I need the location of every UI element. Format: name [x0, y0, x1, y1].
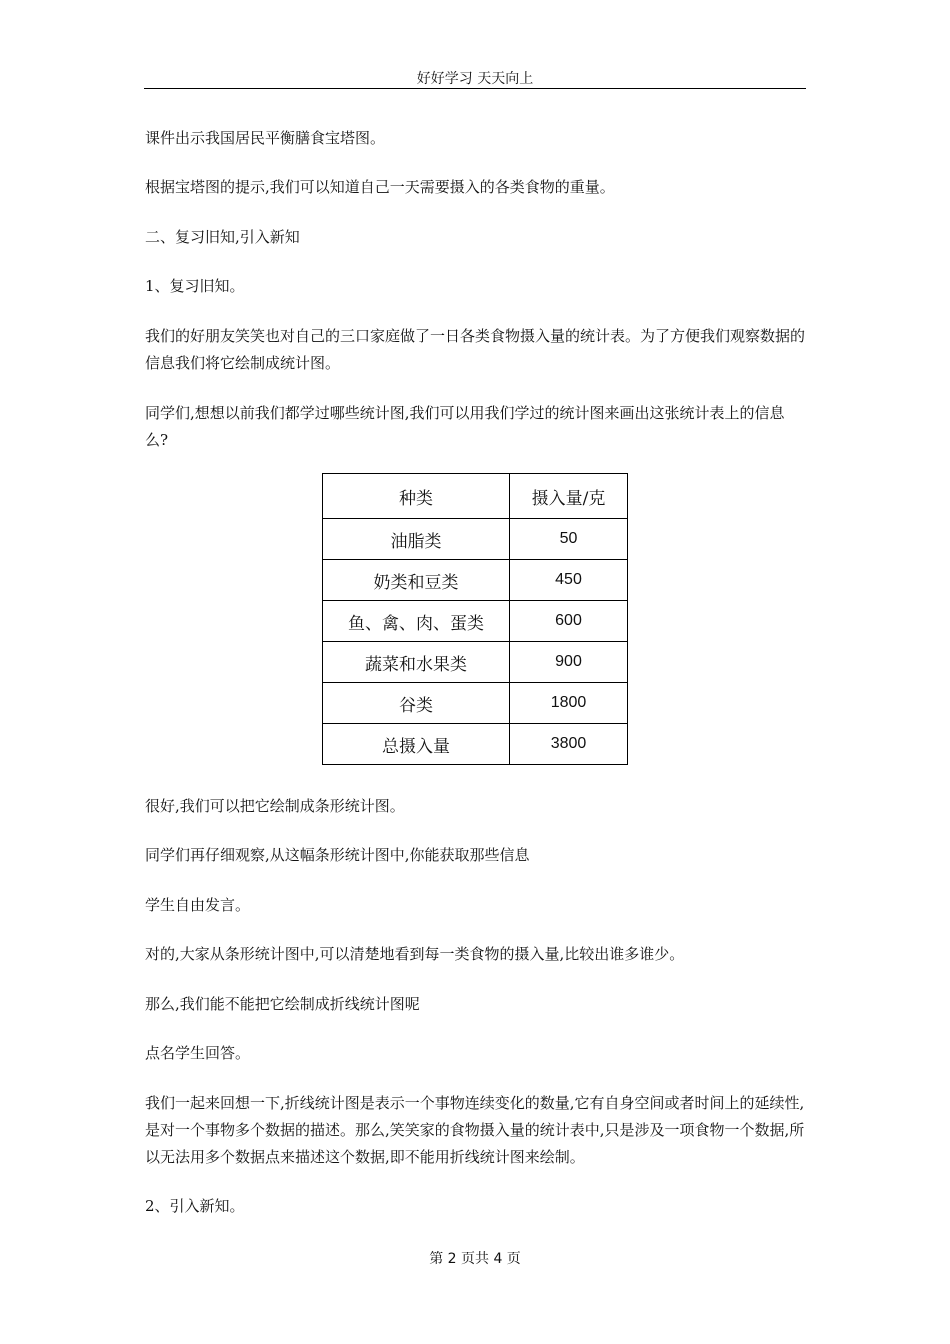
paragraph: 很好,我们可以把它绘制成条形统计图。 [145, 797, 405, 815]
table-cell-amount: 3800 [510, 724, 628, 765]
header-divider [144, 88, 806, 89]
paragraph: 同学们,想想以前我们都学过哪些统计图,我们可以用我们学过的统计图来画出这张统计表上的信息么? [145, 404, 785, 449]
table-row [323, 560, 628, 601]
table-header-row [323, 474, 628, 519]
table-cell-category: 奶类和豆类 [323, 560, 510, 601]
paragraph: 学生自由发言。 [145, 896, 251, 914]
table-row [323, 601, 628, 642]
paragraph: 我们的好朋友笑笑也对自己的三口家庭做了一日各类食物摄入量的统计表。为了方便我们观察数据的信息我们将它绘制成统计图。 [145, 327, 806, 372]
paragraph: 同学们再仔细观察,从这幅条形统计图中,你能获取那些信息 [145, 846, 530, 864]
food-intake-table [322, 473, 628, 765]
sub-heading: 1、复习旧知。 [145, 277, 245, 295]
table-cell-amount: 1800 [510, 683, 628, 724]
paragraph: 点名学生回答。 [145, 1044, 251, 1062]
table-row [323, 642, 628, 683]
paragraph: 课件出示我国居民平衡膳食宝塔图。 [145, 129, 386, 147]
table-cell-amount: 900 [510, 642, 628, 683]
section-heading: 二、复习旧知,引入新知 [145, 228, 300, 246]
paragraph: 对的,大家从条形统计图中,可以清楚地看到每一类食物的摄入量,比较出谁多谁少。 [145, 945, 685, 963]
page-header-title: 好好学习 天天向上 [416, 71, 534, 87]
paragraph: 我们一起来回想一下,折线统计图是表示一个事物连续变化的数量,它有自身空间或者时间上的延续性,是对一个事物多个数据的描述。那么,笑笑家的食物摄入量的统计表中,只是涉及一项食物一个数据,所以无法用多个数据点来描述这个数据,即不能用折线统计图来绘制。 [145, 1094, 805, 1166]
sub-heading: 2、引入新知。 [145, 1197, 245, 1215]
table-cell-category: 鱼、禽、肉、蛋类 [323, 601, 510, 642]
table-cell-category: 谷类 [323, 683, 510, 724]
table-row [323, 519, 628, 560]
table-header-cell: 种类 [323, 474, 510, 519]
table-cell-amount: 600 [510, 601, 628, 642]
table-cell-category: 油脂类 [323, 519, 510, 560]
table-cell-amount: 50 [510, 519, 628, 560]
table-header-cell: 摄入量/克 [510, 474, 628, 519]
table-row [323, 683, 628, 724]
table-cell-category: 总摄入量 [323, 724, 510, 765]
table-cell-category: 蔬菜和水果类 [323, 642, 510, 683]
page-footer-number: 第 2 页共 4 页 [429, 1251, 521, 1267]
paragraph: 那么,我们能不能把它绘制成折线统计图呢 [145, 995, 420, 1013]
table-row [323, 724, 628, 765]
paragraph: 根据宝塔图的提示,我们可以知道自己一天需要摄入的各类食物的重量。 [145, 178, 615, 196]
table-cell-amount: 450 [510, 560, 628, 601]
